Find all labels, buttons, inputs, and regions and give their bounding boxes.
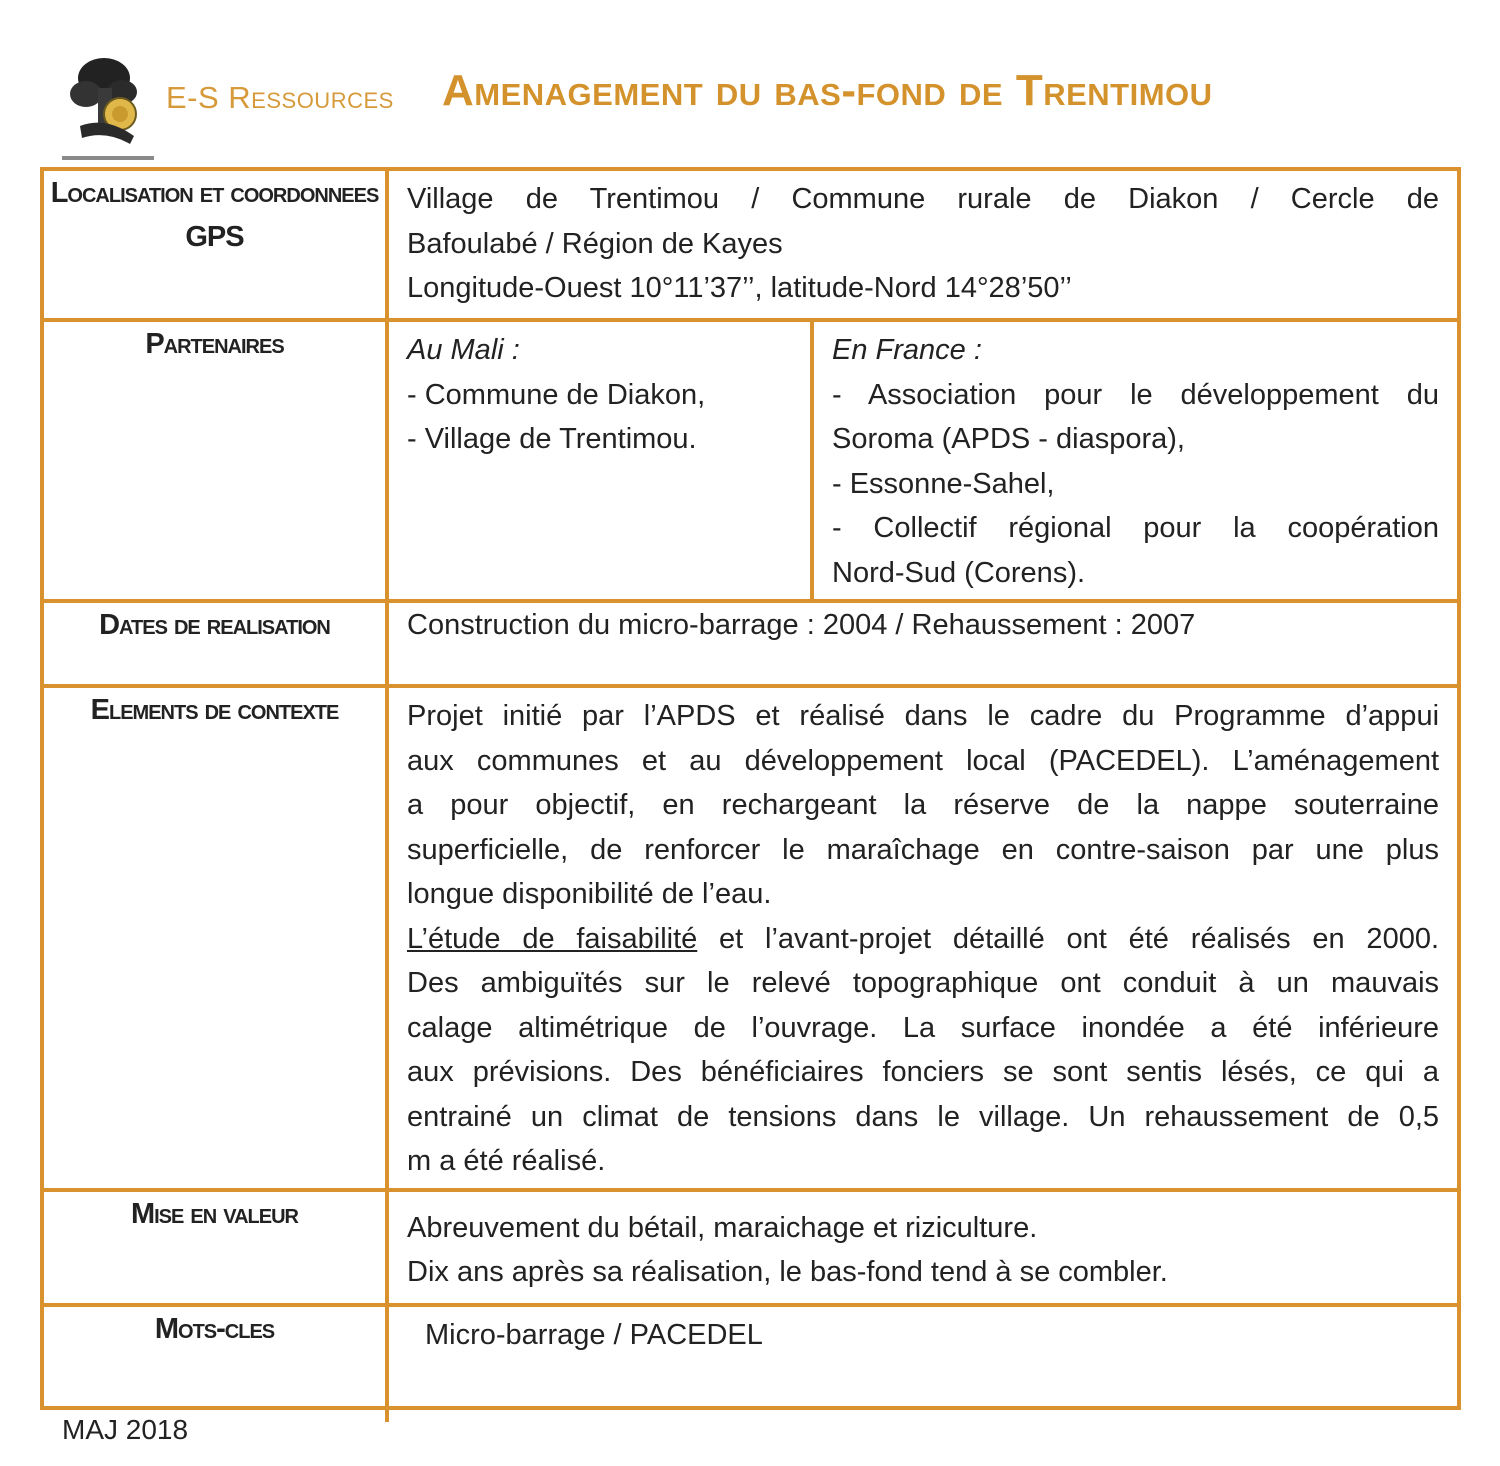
value-valeur — [387, 1190, 1457, 1305]
label-mots: Mots-cles — [44, 1305, 387, 1422]
context-line: a pour objectif, en rechargeant la réserve de la nappe souterraine — [407, 789, 1440, 821]
value-localisation — [387, 171, 1457, 320]
value-mots — [387, 1305, 1457, 1422]
context-line — [407, 917, 1439, 962]
brand-name: E-S Ressources — [166, 80, 394, 115]
partner-line: - Collectif régional pour la coopération — [832, 512, 1440, 544]
label-localisation: Localisation et coordonnees GPS — [44, 171, 387, 320]
update-date: MAJ 2018 — [62, 1414, 189, 1445]
context-line: Des ambiguïtés sur le relevé topographique ont conduit à un mauvais — [407, 967, 1440, 999]
page-header — [0, 0, 1500, 165]
partners-mali-heading: Au Mali : — [407, 334, 520, 366]
localisation-line: Bafoulabé / Région de Kayes — [407, 227, 783, 260]
partner-line: - Essonne-Sahel, — [832, 467, 1055, 500]
context-line-rest: et l’avant-projet détaillé ont été réalisés en 2000. — [697, 922, 1440, 955]
partners-france-heading: En France : — [832, 334, 982, 366]
baobab-emblem-logo-icon — [60, 52, 156, 166]
partner-line: Nord-Sud (Corens). — [832, 556, 1086, 589]
row-partenaires — [44, 320, 1457, 601]
label-contexte: Elements de contexte — [44, 686, 387, 1190]
context-line: longue disponibilité de l’eau. — [407, 878, 772, 910]
context-line: Projet initié par l’APDS et réalisé dans le cadre du Programme d’appui — [407, 700, 1440, 732]
value-dates — [387, 601, 1457, 686]
valeur-line: Dix ans après sa réalisation, le bas-fond tend à se combler. — [407, 1256, 1168, 1288]
context-line: m a été réalisé. — [407, 1145, 606, 1177]
localisation-line: Village de Trentimou / Commune rurale de Diakon / Cercle de — [407, 183, 1440, 215]
page-title: Amenagement du bas-fond de Trentimou — [442, 66, 1213, 115]
context-line: entrainé un climat de tensions dans le village. Un rehaussement de 0,5 — [407, 1100, 1440, 1133]
row-localisation — [44, 171, 1457, 320]
context-line: calage altimétrique de l’ouvrage. La surface inondée a été inférieure — [407, 1011, 1440, 1044]
feasibility-study-text: L’étude de faisabilité — [407, 922, 698, 955]
label-valeur: Mise en valeur — [44, 1190, 387, 1305]
context-line: aux prévisions. Des bénéficiaires fonciers se sont sentis lésés, ce qui a — [407, 1056, 1440, 1088]
context-line: aux communes et au développement local (PACEDEL). L’aménagement — [407, 744, 1440, 777]
valeur-line: Abreuvement du bétail, maraichage et riziculture. — [407, 1211, 1038, 1244]
row-contexte — [44, 686, 1457, 1190]
partner-item: - Commune de Diakon, — [407, 378, 706, 411]
partners-france — [812, 320, 1457, 601]
partners-mali — [387, 320, 812, 601]
partner-line: Soroma (APDS - diaspora), — [832, 423, 1185, 455]
project-sheet — [40, 167, 1461, 1410]
keywords-text: Micro-barrage / PACEDEL — [425, 1318, 763, 1351]
row-mots — [44, 1305, 1457, 1422]
label-partenaires: Partenaires — [44, 320, 387, 601]
project-table — [44, 171, 1457, 1422]
value-contexte — [387, 686, 1457, 1190]
partner-line: - Association pour le développement du — [832, 378, 1440, 411]
context-line: superficielle, de renforcer le maraîchage en contre-saison par une plus — [407, 833, 1440, 866]
label-dates: Dates de realisation — [44, 601, 387, 686]
row-valeur — [44, 1190, 1457, 1305]
row-dates — [44, 601, 1457, 686]
gps-coordinates: Longitude-Ouest 10°11’37’’, latitude-Nord 14°28’50’’ — [407, 272, 1072, 304]
partner-item: - Village de Trentimou. — [407, 423, 697, 455]
dates-text: Construction du micro-barrage : 2004 / Rehaussement : 2007 — [407, 609, 1196, 641]
